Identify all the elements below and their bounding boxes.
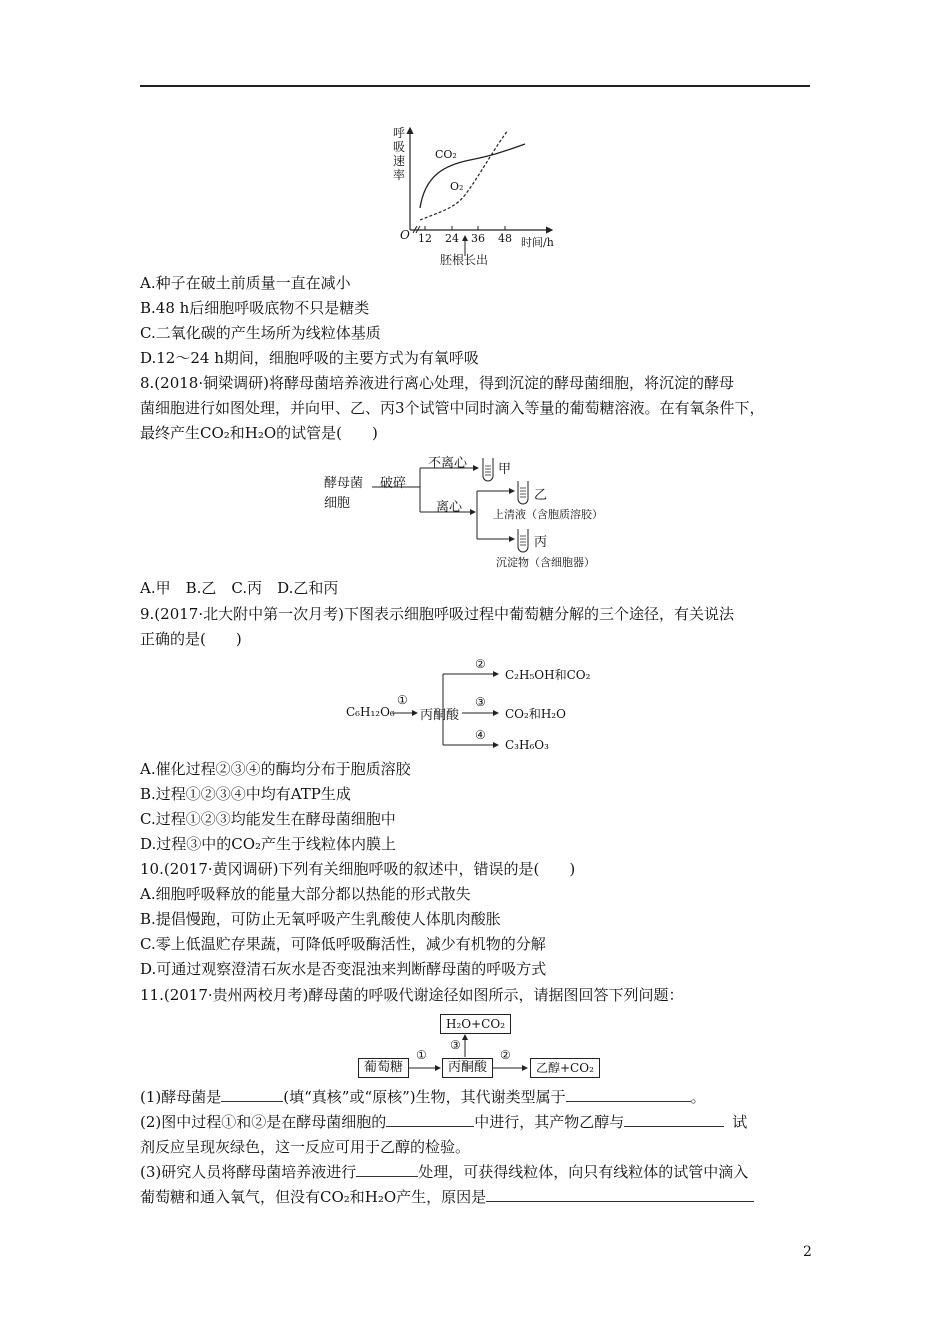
- step-2: ②: [500, 1048, 511, 1062]
- yeast-metabolism-diagram: [350, 1010, 600, 1080]
- respiration-rate-graph: [380, 120, 570, 270]
- text: 中进行，其产物乙醇与: [474, 1113, 625, 1131]
- step-1: ①: [397, 693, 408, 707]
- x-axis-label: 时间/h: [521, 236, 554, 249]
- answer-blank[interactable]: [221, 1087, 283, 1102]
- pyruvate-label: 丙酮酸: [420, 708, 460, 723]
- centrifuge-diagram: [320, 450, 620, 575]
- co2-label: CO₂: [435, 148, 457, 161]
- question-11-part-2-cont: 剂反应呈现灰绿色，这一反应可用于乙醇的检验。: [140, 1138, 471, 1156]
- test-tube-icon: [518, 529, 528, 552]
- ethanol-co2-box: 乙醇+CO₂: [530, 1058, 600, 1078]
- answer-blank[interactable]: [486, 1187, 754, 1202]
- no-centrifuge-label: 不离心: [428, 456, 468, 471]
- question-8-options: A.甲 B.乙 C.丙 D.乙和丙: [140, 579, 339, 597]
- tube-a-label: 甲: [498, 462, 512, 477]
- option-a: A.细胞呼吸释放的能量大部分都以热能的形式散失: [140, 885, 471, 903]
- x-tick: 48: [498, 232, 512, 245]
- option-c: C.零上低温贮存果蔬，可降低呼吸酶活性，减少有机物的分解: [140, 935, 546, 953]
- glucose-box: 葡萄糖: [358, 1058, 409, 1078]
- option-c: C.过程①②③均能发生在酵母菌细胞中: [140, 810, 396, 828]
- question-9-stem: 正确的是( ): [140, 630, 242, 648]
- supernatant-label: 上清液（含胞质溶胶）: [493, 508, 603, 521]
- question-10-stem: 10.(2017·黄冈调研)下列有关细胞呼吸的叙述中，错误的是( ): [140, 860, 576, 878]
- text: (填“真核”或“原核”)生物，其代谢类型属于: [283, 1088, 566, 1106]
- product-2: C₂H₅OH和CO₂: [505, 668, 591, 682]
- product-4: C₃H₆O₃: [505, 738, 549, 752]
- source-label: 酵母菌: [324, 476, 364, 491]
- question-11-part-2: [140, 1112, 747, 1132]
- glucose-formula: C₆H₁₂O₆: [346, 705, 395, 719]
- text: 。: [690, 1088, 706, 1106]
- o2-curve: [420, 130, 508, 220]
- text: 处理，可获得线粒体，向只有线粒体的试管中滴入: [418, 1163, 749, 1181]
- answer-blank[interactable]: [386, 1112, 474, 1127]
- question-8-stem: 8.(2018·铜梁调研)将酵母菌培养液进行离心处理，得到沉淀的酵母菌细胞，将沉淀的酵母: [140, 374, 734, 392]
- step-4: ④: [475, 728, 486, 742]
- tube-c-label: 丙: [534, 535, 548, 550]
- source-label: 细胞: [324, 496, 351, 511]
- crush-label: 破碎: [380, 476, 407, 491]
- option-a: A.种子在破土前质量一直在减小: [140, 274, 351, 292]
- text: (1)酵母菌是: [140, 1088, 222, 1106]
- pyruvate-box: 丙酮酸: [442, 1058, 493, 1078]
- sediment-label: 沉淀物（含细胞器）: [496, 556, 595, 569]
- x-tick: 24: [445, 232, 459, 245]
- step-2: ②: [475, 657, 486, 671]
- step-3: ③: [450, 1038, 461, 1052]
- origin-label: O: [400, 228, 410, 242]
- question-11-part-3-cont: [140, 1187, 754, 1207]
- step-1: ①: [416, 1048, 427, 1062]
- y-axis-label: 呼 吸 速 率: [393, 126, 406, 182]
- radicle-annotation: 胚根长出: [440, 253, 489, 267]
- page-number: 2: [803, 1244, 812, 1260]
- question-9-stem: 9.(2017·北大附中第一次月考)下图表示细胞呼吸过程中葡萄糖分解的三个途径，有关说法: [140, 605, 734, 623]
- text: 试: [732, 1113, 748, 1131]
- option-b: B.48 h后细胞呼吸底物不只是糖类: [140, 299, 370, 317]
- option-d: D.12～24 h期间，细胞呼吸的主要方式为有氧呼吸: [140, 349, 479, 367]
- answer-blank[interactable]: [356, 1162, 418, 1177]
- tube-b-label: 乙: [534, 488, 548, 503]
- step-3: ③: [475, 695, 486, 709]
- water-co2-box: H₂O+CO₂: [440, 1014, 511, 1034]
- answer-blank[interactable]: [566, 1087, 691, 1102]
- product-3: CO₂和H₂O: [505, 707, 566, 721]
- option-d: D.过程③中的CO₂产生于线粒体内膜上: [140, 835, 397, 853]
- centrifuge-label: 离心: [436, 500, 463, 515]
- test-tube-icon: [518, 481, 528, 504]
- option-c: C.二氧化碳的产生场所为线粒体基质: [140, 324, 381, 342]
- question-8-stem: 菌细胞进行如图处理，并向甲、乙、丙3个试管中同时滴入等量的葡萄糖溶液。在有氧条件下，: [140, 399, 765, 417]
- question-11-stem: 11.(2017·贵州两校月考)酵母菌的呼吸代谢途径如图所示，请据图回答下列问题：: [140, 986, 684, 1004]
- test-tube-icon: [483, 458, 493, 481]
- text: (3)研究人员将酵母菌培养液进行: [140, 1163, 357, 1181]
- answer-blank[interactable]: [624, 1112, 724, 1127]
- text: (2)图中过程①和②是在酵母菌细胞的: [140, 1113, 387, 1131]
- header-rule: [140, 85, 810, 87]
- option-b: B.过程①②③④中均有ATP生成: [140, 785, 351, 803]
- o2-label: O₂: [450, 180, 464, 193]
- question-11-part-3: [140, 1162, 748, 1182]
- question-8-stem: 最终产生CO₂和H₂O的试管是( ): [140, 424, 378, 442]
- option-b: B.提倡慢跑，可防止无氧呼吸产生乳酸使人体肌肉酸胀: [140, 910, 501, 928]
- x-tick: 36: [471, 232, 485, 245]
- option-a: A.催化过程②③④的酶均分布于胞质溶胶: [140, 760, 411, 778]
- option-d: D.可通过观察澄清石灰水是否变混浊来判断酵母菌的呼吸方式: [140, 960, 547, 978]
- glucose-pathway-diagram: [340, 655, 600, 755]
- question-11-part-1: [140, 1087, 706, 1107]
- x-tick: 12: [418, 232, 432, 245]
- text: 葡萄糖和通入氧气，但没有CO₂和H₂O产生，原因是: [140, 1188, 487, 1206]
